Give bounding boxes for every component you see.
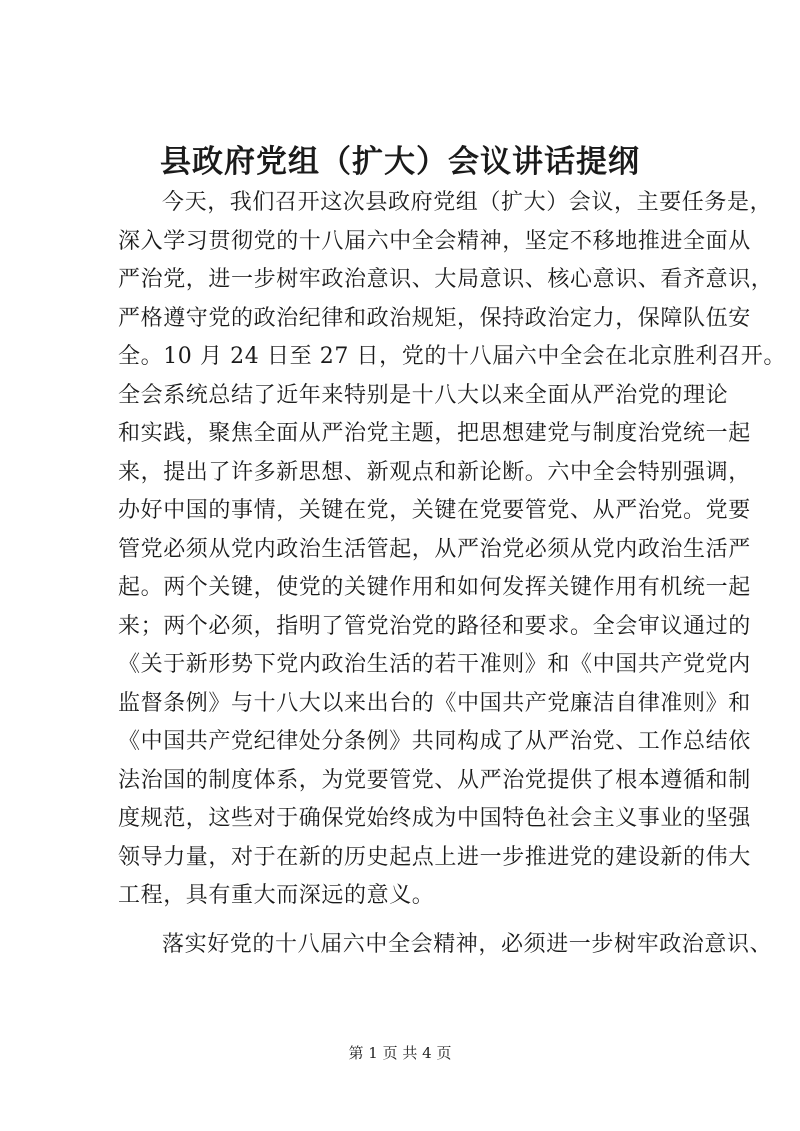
paragraph-spacer [118, 916, 718, 926]
text-line: 监督条例》与十八大以来出台的《中国共产党廉洁自律准则》和 [118, 690, 751, 716]
text-line: 办好中国的事情，关键在党，关键在党要管党、从严治党。党要 [118, 498, 751, 523]
text-line: 深入学习贯彻党的十八届六中全会精神，坚定不移地推进全面从 [118, 228, 751, 254]
paragraph-2 [118, 926, 773, 965]
document-title: 县政府党组（扩大）会议讲话提纲 [160, 144, 640, 180]
paragraph-1 [118, 184, 786, 916]
text-line: 来；两个必须，指明了管党治党的路径和要求。全会审议通过的 [118, 613, 751, 639]
text-line: 来，提出了许多新思想、新观点和新论断。六中全会特别强调， [118, 459, 751, 485]
document-body [118, 184, 786, 964]
text-line: 《中国共产党纪律处分条例》共同构成了从严治党、工作总结依 [118, 729, 751, 754]
text-line: 全。10 月 24 日至 27 日，党的十八届六中全会在北京胜利召开。 [118, 344, 786, 369]
text-line: 《关于新形势下党内政治生活的若干准则》和《中国共产党党内 [118, 652, 751, 677]
text-line: 今天，我们召开这次县政府党组（扩大）会议，主要任务是， [162, 190, 773, 215]
text-line: 领导力量，对于在新的历史起点上进一步推进党的建设新的伟大 [118, 844, 751, 870]
text-line: 落实好党的十八届六中全会精神，必须进一步树牢政治意识、 [162, 931, 773, 957]
text-line: 度规范，这些对于确保党始终成为中国特色社会主义事业的坚强 [118, 806, 751, 831]
text-line: 起。两个关键，使党的关键作用和如何发挥关键作用有机统一起 [118, 575, 751, 600]
text-line: 和实践，聚焦全面从严治党主题，把思想建党与制度治党统一起 [118, 421, 751, 446]
text-line: 全会系统总结了近年来特别是十八大以来全面从严治党的理论 [118, 382, 729, 408]
page-indicator: 第 1 页 共 4 页 [348, 1044, 452, 1062]
text-line: 管党必须从党内政治生活管起，从严治党必须从党内政治生活严 [118, 536, 751, 562]
text-line: 工程，具有重大而深远的意义。 [118, 883, 435, 908]
text-line: 法治国的制度体系，为党要管党、从严治党提供了根本遵循和制 [118, 767, 751, 793]
text-line: 严治党，进一步树牢政治意识、大局意识、核心意识、看齐意识， [118, 267, 774, 292]
text-line: 严格遵守党的政治纪律和政治规矩，保持政治定力，保障队伍安 [118, 305, 751, 331]
